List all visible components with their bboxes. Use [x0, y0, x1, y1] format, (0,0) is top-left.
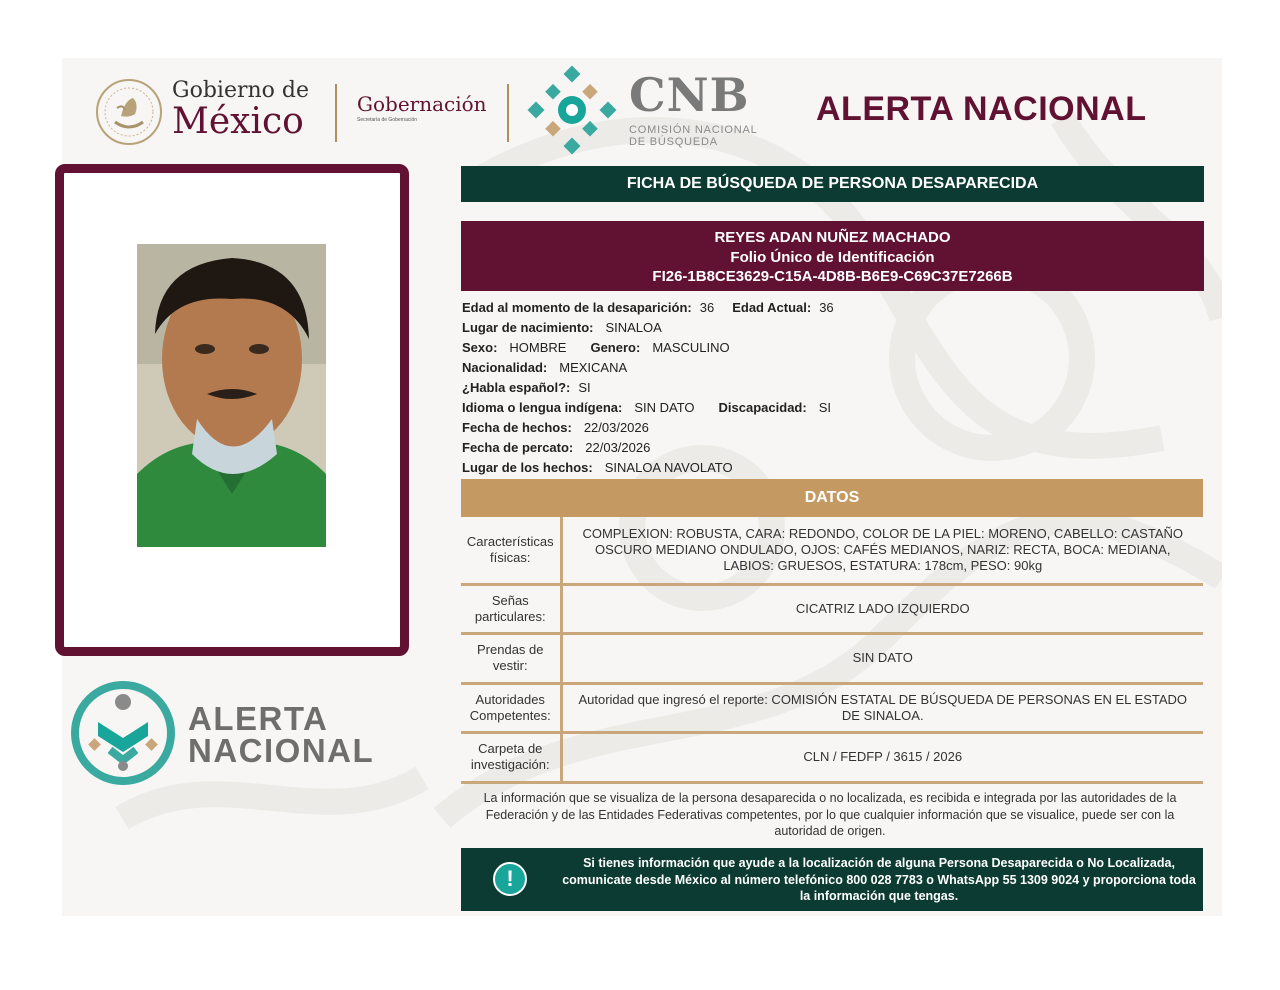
idioma-value: SIN DATO	[634, 400, 695, 415]
person-photo	[137, 244, 326, 547]
header-divider	[507, 84, 509, 142]
cnb-acronym: CNB	[629, 68, 750, 122]
sexo-value: HOMBRE	[509, 340, 567, 355]
discapacidad-value: SI	[818, 400, 831, 415]
alerta-nacional-emblem-icon	[70, 680, 176, 786]
datos-title-bar: DATOS	[461, 479, 1203, 517]
info-row-nacionalidad	[462, 358, 834, 378]
info-row-sexo	[462, 338, 834, 358]
alerta-word: ALERTA	[188, 700, 329, 737]
info-row-lugar-nacimiento	[462, 318, 834, 338]
table-row	[461, 683, 1203, 732]
senas-value: CICATRIZ LADO IZQUIERDO	[561, 584, 1203, 633]
table-row	[461, 633, 1203, 683]
caracteristicas-value: COMPLEXION: ROBUSTA, CARA: REDONDO, COLOR DE LA PIEL: MORENO, CABELLO: CASTAÑO OSCURO MEDIANO ONDULADO, OJOS: CAFÉS MEDIANOS, NARIZ: RECTA, BOCA: MEDIANA, LABIOS: GRUESOS, ESTATURA: 178cm, PESO: 90kg	[561, 517, 1203, 584]
genero-value: MASCULINO	[652, 340, 730, 355]
edad-actual-value: 36	[819, 300, 834, 315]
ficha-title-bar: FICHA DE BÚSQUEDA DE PERSONA DESAPARECIDA	[461, 166, 1204, 202]
habla-espanol-value: SI	[578, 380, 591, 395]
table-row	[461, 732, 1203, 782]
table-row	[461, 517, 1203, 584]
sexo-label: Sexo:	[462, 340, 498, 355]
lugar-hechos-label: Lugar de los hechos:	[462, 460, 593, 475]
autoridades-label: Autoridades Competentes:	[461, 683, 561, 732]
gobierno-de-mexico-logo	[172, 80, 309, 140]
discapacidad-label: Discapacidad:	[718, 400, 807, 415]
nacional-word: NACIONAL	[188, 732, 375, 769]
info-row-idioma	[462, 398, 834, 418]
contact-text: Si tienes información que ayude a la localización de alguna Persona Desaparecida o No Localizada, comunicate desde México al número telefónico 800 028 7783 o WhatsApp 55 1309 9024 y proporciona toda la información que tengas.	[562, 856, 1196, 903]
person-name-block	[461, 221, 1204, 291]
genero-label: Genero:	[590, 340, 641, 355]
table-row	[461, 584, 1203, 633]
gobierno-line2: México	[172, 101, 304, 142]
carpeta-value: CLN / FEDFP / 3615 / 2026	[561, 732, 1203, 782]
lugar-nacimiento-label: Lugar de nacimiento:	[462, 320, 594, 335]
exclamation-icon: !	[493, 862, 527, 896]
prendas-label: Prendas de vestir:	[461, 633, 561, 683]
person-name: REYES ADAN NUÑEZ MACHADO	[714, 229, 951, 246]
alerta-nacional-title: ALERTA NACIONAL	[816, 90, 1147, 128]
nacionalidad-label: Nacionalidad:	[462, 360, 548, 375]
cnb-line1: COMISIÓN NACIONAL	[629, 124, 758, 136]
autoridades-value: Autoridad que ingresó el reporte: COMISIÓN ESTATAL DE BÚSQUEDA DE PERSONAS EN EL ESTADO DE SINALOA.	[561, 683, 1203, 732]
cnb-emblem-icon	[526, 64, 618, 156]
person-info	[462, 298, 834, 478]
cnb-line2: DE BÚSQUEDA	[629, 136, 718, 148]
lugar-nacimiento-value: SINALOA	[605, 320, 662, 335]
caracteristicas-label: Características físicas:	[461, 517, 561, 584]
edad-actual-label: Edad Actual:	[732, 300, 812, 315]
escudo-nacional-icon	[95, 78, 163, 146]
gobernacion-sub: Secretaría de Gobernación	[357, 117, 418, 123]
cnb-logo	[629, 68, 758, 148]
contact-bar	[461, 848, 1203, 911]
habla-espanol-label: ¿Habla español?:	[462, 380, 571, 395]
senas-label: Señas particulares:	[461, 584, 561, 633]
gobernacion-label: Gobernación	[357, 92, 487, 116]
carpeta-label: Carpeta de investigación:	[461, 732, 561, 782]
edad-desaparicion-label: Edad al momento de la desaparición:	[462, 300, 692, 315]
idioma-label: Idioma o lengua indígena:	[462, 400, 623, 415]
fecha-hechos-value: 22/03/2026	[583, 420, 649, 435]
fecha-percato-label: Fecha de percato:	[462, 440, 574, 455]
disclaimer-text: La información que se visualiza de la persona desaparecida o no localizada, es recibida e integrada por las autoridades de la Federación y de las Entidades Federativas competentes, por lo que cualquier información que se visualice, puede ser con la autoridad de origen.	[483, 791, 1177, 838]
header-divider	[335, 84, 337, 142]
info-row-lugar-hechos	[462, 458, 834, 478]
folio-value: FI26-1B8CE3629-C15A-4D8B-B6E9-C69C37E7266B	[652, 268, 1013, 285]
prendas-value: SIN DATO	[561, 633, 1203, 683]
folio-label: Folio Único de Identificación	[730, 248, 935, 266]
info-row-fecha-percato	[462, 438, 834, 458]
photo-frame	[55, 164, 409, 656]
info-row-habla-espanol	[462, 378, 834, 398]
info-row-edad	[462, 298, 834, 318]
nacionalidad-value: MEXICANA	[559, 360, 628, 375]
lugar-hechos-value: SINALOA NAVOLATO	[604, 460, 733, 475]
fecha-percato-value: 22/03/2026	[585, 440, 651, 455]
gobernacion-logo	[357, 92, 487, 123]
gobierno-line1: Gobierno de	[172, 78, 309, 103]
edad-desaparicion-value: 36	[699, 300, 715, 315]
datos-table	[461, 517, 1203, 784]
info-row-fecha-hechos	[462, 418, 834, 438]
fecha-hechos-label: Fecha de hechos:	[462, 420, 572, 435]
alerta-nacional-wordmark	[188, 700, 375, 769]
